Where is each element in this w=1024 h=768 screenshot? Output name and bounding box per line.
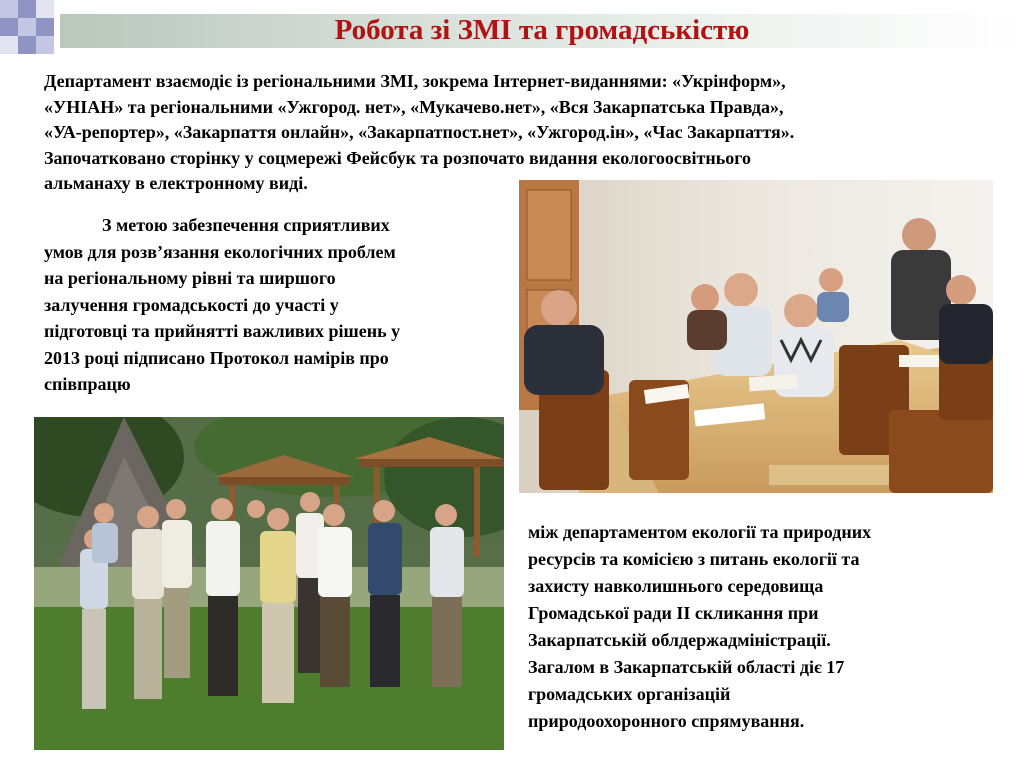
text-line: співпрацю xyxy=(44,374,131,394)
text-line: альманаху в електронному виді. xyxy=(44,173,308,193)
protocol-text xyxy=(44,212,504,398)
media-cooperation-text xyxy=(44,69,1004,197)
text-line: Загалом в Закарпатській області діє 17 xyxy=(528,657,845,677)
decor-square xyxy=(36,36,54,54)
text-line: між департаментом екології та природних xyxy=(528,522,872,542)
text-line: підготовці та прийнятті важливих рішень у xyxy=(44,321,401,341)
text-line: залучення громадськості до участі у xyxy=(44,294,339,315)
text-line: на регіональному рівні та ширшого xyxy=(44,268,336,288)
text-line: «УА-репортер», «Закарпаття онлайн», «Закарпатпост.нет», «Ужгород.ін», «Час Закарпаття». xyxy=(44,122,795,142)
slide-title: Робота зі ЗМІ та громадськістю xyxy=(334,14,750,46)
decor-square xyxy=(36,0,54,18)
decor-square xyxy=(0,36,18,54)
organizations-text xyxy=(528,519,968,735)
meeting-photo xyxy=(519,180,993,493)
text-line-content: З метою забезпечення сприятливих xyxy=(102,215,390,235)
decor-square xyxy=(0,0,18,18)
text-line: Започатковано сторінку у соцмережі Фейсбук та розпочато видання екологоосвітнього xyxy=(44,147,752,168)
text-line: громадських організацій xyxy=(528,684,731,704)
text-line: Громадської ради ІІ скликання при xyxy=(528,603,819,623)
text-line: 2013 році підписано Протокол намірів про xyxy=(44,347,389,368)
text-line: Закарпатській облдержадміністрації. xyxy=(528,630,831,650)
text-line: «УНІАН» та регіональними «Ужгород. нет», «Мукачево.нет», «Вся Закарпатська Правда», xyxy=(44,96,784,117)
text-line: ресурсів та комісією з питань екології та xyxy=(528,549,860,569)
decor-square xyxy=(36,18,54,36)
decor-square xyxy=(0,18,18,36)
text-line: Департамент взаємодіє із регіональними ЗМІ, зокрема Інтернет-виданнями: «Укрінформ», xyxy=(44,71,786,91)
decor-square xyxy=(18,0,36,18)
text-line: умов для розв’язання екологічних проблем xyxy=(44,241,396,262)
decor-square xyxy=(18,36,36,54)
group-photo xyxy=(34,417,504,750)
decor-square xyxy=(18,18,36,36)
text-line xyxy=(44,212,504,239)
text-line: захисту навколишнього середовища xyxy=(528,576,824,596)
text-line: природоохоронного спрямування. xyxy=(528,711,805,731)
